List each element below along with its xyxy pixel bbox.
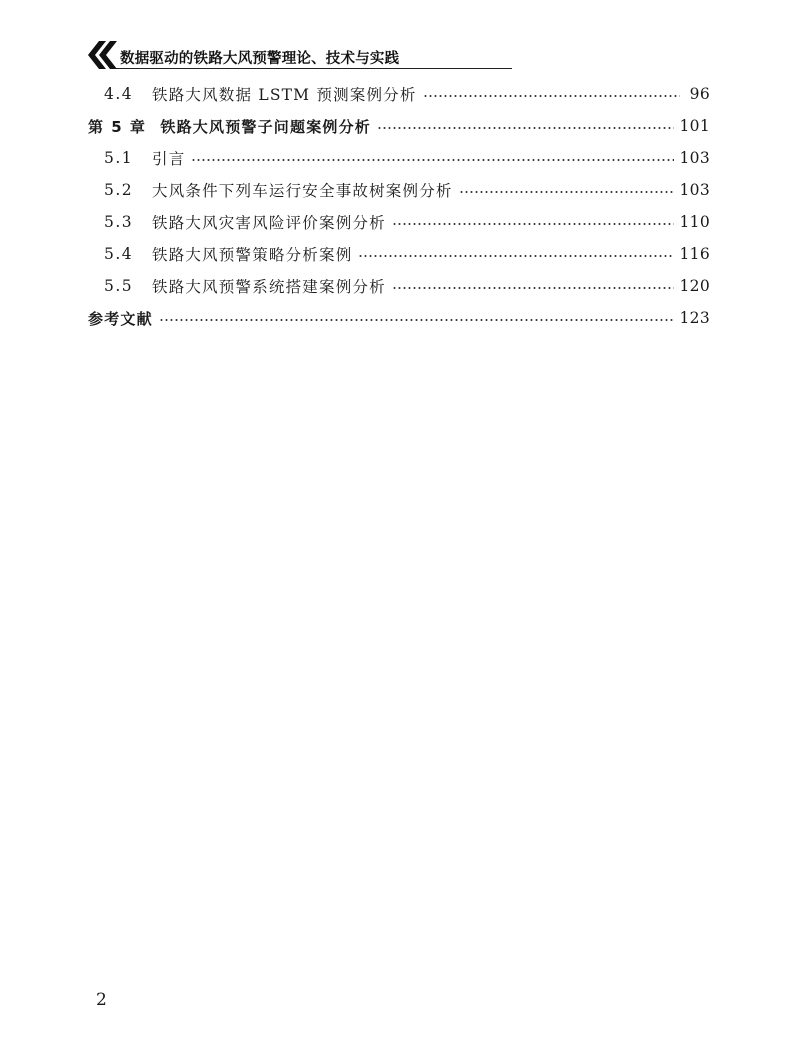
header-rule xyxy=(116,68,512,69)
toc-chapter-number: 第 5 章 xyxy=(88,117,147,136)
dot-leader xyxy=(191,159,673,161)
toc-entry-number: 5.2 xyxy=(104,181,134,199)
toc-entry-page: 103 xyxy=(679,181,710,199)
toc-entry-references[interactable] xyxy=(88,306,710,330)
toc-entry-title: 铁路大风灾害风险评价案例分析 xyxy=(152,214,386,232)
toc-entry-page: 123 xyxy=(679,309,710,327)
toc-entry-number: 5.3 xyxy=(104,213,134,231)
dot-leader xyxy=(459,191,674,193)
toc-entry-page: 110 xyxy=(679,213,710,231)
dot-leader xyxy=(392,287,674,289)
toc-entry-5-3[interactable] xyxy=(104,210,710,234)
toc-entry-number: 4.4 xyxy=(104,85,134,103)
dot-leader xyxy=(377,127,674,129)
toc-chapter-title: 参考文献 xyxy=(88,309,153,328)
toc-entry-title: 铁路大风预警策略分析案例 xyxy=(152,246,353,264)
toc-entry-page: 120 xyxy=(679,277,710,295)
toc-entry-number: 5.1 xyxy=(104,149,134,167)
running-header xyxy=(86,38,714,72)
dot-leader xyxy=(159,319,674,321)
toc-entry-page: 96 xyxy=(689,85,710,103)
toc-entry-5-4[interactable] xyxy=(104,242,710,266)
toc-entry-4-4[interactable] xyxy=(104,82,710,106)
toc-entry-title: 铁路大风数据 LSTM 预测案例分析 xyxy=(152,86,417,104)
toc-entry-title: 铁路大风预警系统搭建案例分析 xyxy=(152,278,386,296)
dot-leader xyxy=(358,255,673,257)
double-chevron-left-icon xyxy=(86,40,118,70)
toc-entry-page: 103 xyxy=(679,149,710,167)
toc-entry-number: 5.4 xyxy=(104,245,134,263)
dot-leader xyxy=(392,223,674,225)
page-number: 2 xyxy=(96,990,107,1010)
toc-chapter-title: 铁路大风预警子问题案例分析 xyxy=(160,117,371,136)
toc-entry-5-2[interactable] xyxy=(104,178,710,202)
toc-entry-5-5[interactable] xyxy=(104,274,710,298)
toc-entry-number: 5.5 xyxy=(104,277,134,295)
book-title: 数据驱动的铁路大风预警理论、技术与实践 xyxy=(120,51,400,67)
toc-entry-page: 101 xyxy=(679,117,710,135)
toc-entry-chapter-5[interactable] xyxy=(88,114,710,138)
dot-leader xyxy=(423,95,680,97)
toc-entry-5-1[interactable] xyxy=(104,146,710,170)
toc-entry-page: 116 xyxy=(679,245,710,263)
toc-entry-title: 引言 xyxy=(152,150,186,168)
toc-entry-title: 大风条件下列车运行安全事故树案例分析 xyxy=(152,182,453,200)
